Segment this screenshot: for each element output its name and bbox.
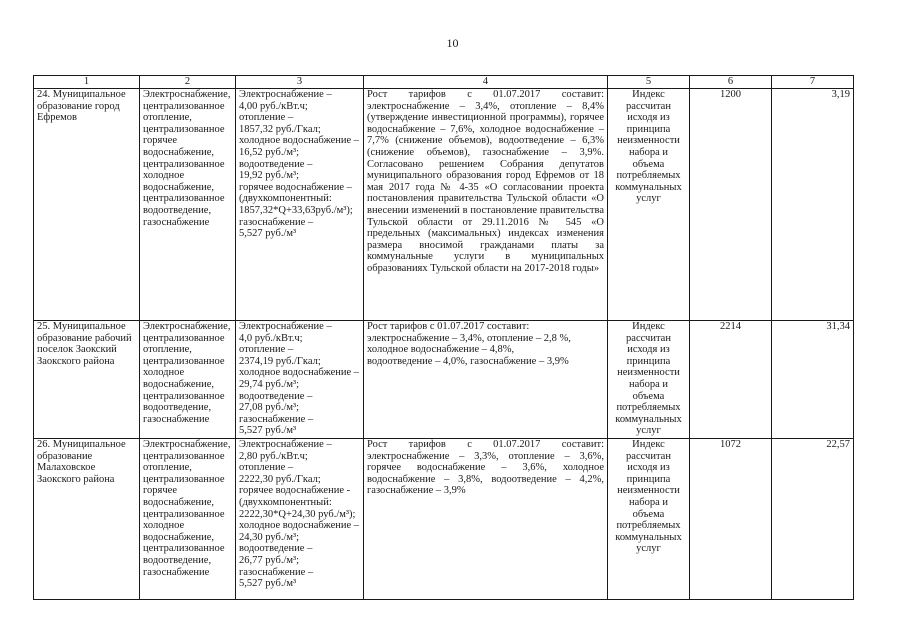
table-row: [34, 439, 854, 600]
services-cell: [140, 89, 236, 321]
index-note-line: неизменности: [617, 135, 680, 147]
tariff-line: 26,77 руб./м³;: [239, 554, 300, 566]
service-line: централизованное: [143, 123, 225, 135]
service-line: централизованное: [143, 508, 225, 520]
service-line: горячее: [143, 135, 177, 147]
header-cell-4: 4: [364, 76, 608, 89]
index-note-line: коммунальных: [615, 413, 682, 425]
tariff-line: 29,74 руб./м³;: [239, 378, 300, 390]
tariff-line: газоснабжение –: [239, 413, 314, 425]
tariff-line: водоотведение –: [239, 390, 313, 402]
growth-line: водоотведение – 4,0%, газоснабжение – 3,9%: [367, 355, 569, 367]
index-note-cell: [608, 89, 690, 321]
growth-cell: [364, 439, 608, 600]
column-6-value: 1200: [690, 89, 772, 321]
service-line: Электроснабжение,: [143, 321, 231, 332]
service-line: централизованное: [143, 158, 225, 170]
tariff-line: 1857,32*Q+33,63руб./м³);: [239, 204, 353, 216]
growth-cell: [364, 321, 608, 439]
index-note-line: объема: [632, 158, 665, 170]
growth-text: Рост тарифов с 01.07.2017 составит: электроснабжение – 3,3%, отопление – 3,6%, горячее водоснабжение – 3,6%, холодное водоснабжение – 3,8%, водоотведение – 4,2%, газоснабжение – 3,9%: [367, 439, 604, 497]
growth-line: холодное водоснабжение – 4,8%,: [367, 344, 515, 356]
tariff-line: холодное водоснабжение –: [239, 135, 360, 147]
municipality-cell: [34, 89, 140, 321]
tariffs-cell: [236, 439, 364, 600]
index-note-line: потребляемых: [616, 520, 681, 532]
tariffs-cell: [236, 89, 364, 321]
index-note-line: услуг: [636, 193, 661, 205]
index-note-line: неизменности: [617, 367, 680, 379]
municipality-cell: [34, 321, 140, 439]
growth-line: электроснабжение – 3,4%, отопление – 2,8 %,: [367, 332, 571, 344]
tariff-line: 19,92 руб./м³;: [239, 170, 300, 182]
service-line: водоснабжение,: [143, 146, 215, 158]
row-number: 24.: [37, 89, 51, 100]
tariff-line: 5,527 руб./м³: [239, 425, 297, 437]
service-line: централизованное: [143, 473, 225, 485]
row-number: 25.: [37, 321, 51, 332]
service-line: отопление,: [143, 112, 192, 124]
service-line: Электроснабжение,: [143, 439, 231, 450]
service-line: централизованное: [143, 450, 225, 462]
tariff-line: газоснабжение –: [239, 566, 314, 578]
index-note-line: исходя из: [627, 462, 670, 474]
tariff-line: горячее водоснабжение -: [239, 485, 351, 497]
service-line: газоснабжение: [143, 413, 210, 425]
services-cell: [140, 439, 236, 600]
tariff-line: холодное водоснабжение –: [239, 520, 360, 532]
tariff-line: 2222,30 руб./Гкал;: [239, 473, 321, 485]
index-note-line: рассчитан: [626, 332, 671, 344]
index-note-line: Индекс: [632, 321, 665, 332]
page-number: 10: [446, 36, 459, 50]
tariff-line: Электроснабжение –: [239, 89, 332, 100]
index-note-line: принципа: [626, 355, 671, 367]
index-note-line: принципа: [626, 473, 671, 485]
index-note-line: объема: [632, 508, 665, 520]
header-cell-6: 6: [690, 76, 772, 89]
column-6-value: 1072: [690, 439, 772, 600]
tariff-line: газоснабжение –: [239, 216, 314, 228]
column-6-value: 2214: [690, 321, 772, 439]
header-cell-1: 1: [34, 76, 140, 89]
tariff-line: 5,527 руб./м³: [239, 578, 297, 590]
index-note-line: исходя из: [627, 344, 670, 356]
column-7-value: 22,57: [772, 439, 854, 600]
service-line: водоотведение,: [143, 204, 212, 216]
index-note-line: Индекс: [632, 439, 665, 450]
tariff-line: водоотведение –: [239, 158, 313, 170]
row-number: 26.: [37, 439, 51, 450]
tariff-line: отопление –: [239, 112, 294, 124]
tariff-line: 2374,19 руб./Гкал;: [239, 355, 321, 367]
service-line: холодное: [143, 170, 185, 182]
column-7-value: 31,34: [772, 321, 854, 439]
municipality-name: Муниципальное образование Малаховское Заокского района: [37, 439, 126, 485]
service-line: централизованное: [143, 390, 225, 402]
index-note-line: коммунальных: [615, 181, 682, 193]
index-note-line: объема: [632, 390, 665, 402]
header-cell-7: 7: [772, 76, 854, 89]
service-line: холодное: [143, 520, 185, 532]
tariff-line: 27,08 руб./м³;: [239, 402, 300, 414]
service-line: холодное: [143, 367, 185, 379]
index-note-cell: [608, 321, 690, 439]
tariff-line: горячее водоснабжение –: [239, 181, 352, 193]
header-cell-2: 2: [140, 76, 236, 89]
table-row: [34, 321, 854, 439]
tariff-line: 4,0 руб./кВт.ч;: [239, 332, 303, 344]
header-cell-5: 5: [608, 76, 690, 89]
tariff-line: 5,527 руб./м³: [239, 228, 297, 240]
table-row: [34, 89, 854, 321]
index-note-line: исходя из: [627, 112, 670, 124]
tariff-line: холодное водоснабжение –: [239, 367, 360, 379]
tariff-line: 1857,32 руб./Гкал;: [239, 123, 321, 135]
index-note-line: набора и: [628, 378, 669, 390]
index-note-line: потребляемых: [616, 402, 681, 414]
tariff-line: водоотведение –: [239, 543, 313, 555]
index-note-line: принципа: [626, 123, 671, 135]
municipality-cell: [34, 439, 140, 600]
services-cell: [140, 321, 236, 439]
service-line: водоснабжение,: [143, 378, 215, 390]
index-note-line: потребляемых: [616, 170, 681, 182]
index-note-line: набора и: [628, 496, 669, 508]
tariff-line: (двухкомпонентный:: [239, 496, 332, 508]
municipality-name: Муниципальное образование рабочий поселок Заокский Заокского района: [37, 321, 132, 367]
tariff-line: Электроснабжение –: [239, 439, 332, 450]
index-note-line: коммунальных: [615, 531, 682, 543]
service-line: Электроснабжение,: [143, 89, 231, 100]
service-line: водоотведение,: [143, 554, 212, 566]
index-note-line: Индекс: [632, 89, 665, 100]
service-line: централизованное: [143, 332, 225, 344]
tariff-line: 4,00 руб./кВт.ч;: [239, 100, 308, 112]
tariff-line: 24,30 руб./м³;: [239, 531, 300, 543]
index-note-line: набора и: [628, 146, 669, 158]
column-7-value: 3,19: [772, 89, 854, 321]
index-note-line: рассчитан: [626, 450, 671, 462]
tariff-line: 2,80 руб./кВт.ч;: [239, 450, 308, 462]
tariff-line: отопление –: [239, 344, 294, 356]
index-note-line: услуг: [636, 543, 661, 555]
service-line: централизованное: [143, 543, 225, 555]
growth-cell: [364, 89, 608, 321]
tariff-table: [33, 75, 854, 600]
index-note-cell: [608, 439, 690, 600]
tariff-line: отопление –: [239, 462, 294, 474]
index-note-line: неизменности: [617, 485, 680, 497]
service-line: централизованное: [143, 100, 225, 112]
service-line: централизованное: [143, 355, 225, 367]
header-cell-3: 3: [236, 76, 364, 89]
growth-text: Рост тарифов с 01.07.2017 составит: электроснабжение – 3,4%, отопление – 8,4% (утверждение инвестиционной программы), горячее водоснабжение – 7,6%, холодное водоснабжение – 7,7% (снижение объемов), водоотведение – 6,3% (снижение объемов), газоснабжение – 3,9%. Согласовано решением Собрания депутатов муниципального образования город Ефремов от 18 мая 2017 года № 4-35 «О согласовании проекта постановления правительства Тульской области «О внесении изменений в постановление правительства Тульской области от 29.11.2016 № 545 «О предельных (максимальных) индексах изменения размера вносимой гражданами платы за коммунальные услуги в муниципальных образованиях Тульской области на 2017-2018 годы»: [367, 89, 604, 274]
growth-line: Рост тарифов с 01.07.2017 составит:: [367, 321, 530, 332]
service-line: газоснабжение: [143, 566, 210, 578]
service-line: водоснабжение,: [143, 496, 215, 508]
service-line: водоснабжение,: [143, 181, 215, 193]
service-line: централизованное: [143, 193, 225, 205]
tariff-line: 2222,30*Q+24,30 руб./м³);: [239, 508, 356, 520]
service-line: водоснабжение,: [143, 531, 215, 543]
tariff-line: Электроснабжение –: [239, 321, 332, 332]
index-note-line: рассчитан: [626, 100, 671, 112]
service-line: газоснабжение: [143, 216, 210, 228]
index-note-line: услуг: [636, 425, 661, 437]
table-header-row: [34, 76, 854, 89]
tariff-line: (двухкомпонентный:: [239, 193, 332, 205]
tariffs-cell: [236, 321, 364, 439]
service-line: отопление,: [143, 344, 192, 356]
service-line: горячее: [143, 485, 177, 497]
service-line: отопление,: [143, 462, 192, 474]
tariff-line: 16,52 руб./м³;: [239, 146, 300, 158]
service-line: водоотведение,: [143, 402, 212, 414]
municipality-name: Муниципальное образование город Ефремов: [37, 89, 126, 124]
